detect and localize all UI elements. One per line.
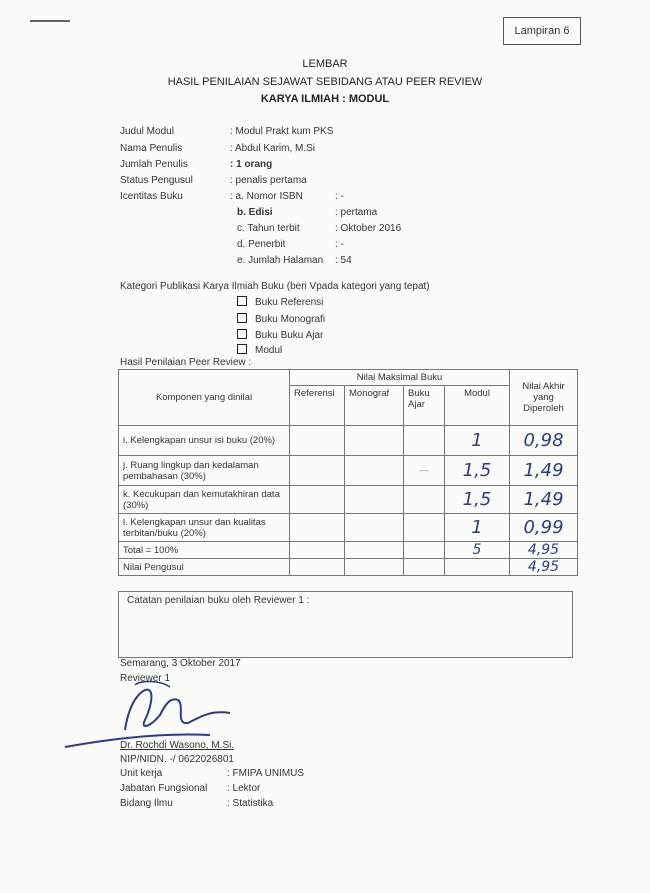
- catatan-label: Catatan penilaian buku oleh Reviewer 1 :: [127, 595, 310, 606]
- identitas-value: : Oktober 2016: [335, 223, 402, 234]
- info-value: : a. Nomor ISBN: [230, 191, 303, 202]
- sign-label: Unit kerja: [120, 768, 163, 779]
- sign-label: Bidang Ilmu: [120, 798, 173, 809]
- row-label: j. Ruang lingkup dan kedalaman pembahasan (30%): [119, 456, 290, 486]
- modul-value: 1: [445, 426, 510, 456]
- col-header: Modul: [445, 386, 510, 426]
- checkbox-icon: [237, 329, 247, 339]
- row-label: i. Kelengkapan unsur isi buku (20%): [119, 426, 290, 456]
- row-label: l. Kelengkapan unsur dan kualitas terbitan/buku (20%): [119, 514, 290, 542]
- row-label: k. Kecukupan dan kemutakhiran data (30%): [119, 486, 290, 514]
- row-label: Total = 100%: [119, 542, 290, 559]
- reviewer-nip: NIP/NIDN. -/ 0622026801: [120, 754, 234, 765]
- akhir-value: 1,49: [510, 456, 578, 486]
- isbn-value: : -: [335, 191, 344, 202]
- lampiran-box: Lampiran 6: [503, 17, 581, 45]
- info-value: : penalis pertama: [230, 175, 307, 186]
- akhir-header: Nilai Akhir yang Diperoleh: [510, 370, 578, 426]
- modul-value: 1,5: [445, 456, 510, 486]
- kategori-option: Buku Monografi: [237, 313, 325, 325]
- hasil-title: Hasil Penilaian Peer Review :: [120, 357, 252, 368]
- akhir-value: 4,95: [510, 542, 578, 559]
- header-line2: HASIL PENILAIAN SEJAWAT SEBIDANG ATAU PEER REVIEW: [167, 76, 483, 88]
- scan-mark: [30, 20, 70, 22]
- checkbox-icon: [237, 313, 247, 323]
- col-header: Referensi: [290, 386, 345, 426]
- kategori-option: Buku Buku Ajar: [237, 329, 323, 341]
- reviewer-role: Reviewer 1: [120, 673, 171, 684]
- info-value: : 1 orang: [230, 159, 273, 170]
- akhir-value: 0,99: [510, 514, 578, 542]
- sign-value: : Statistika: [227, 798, 274, 809]
- kategori-option: Modul: [237, 344, 282, 356]
- info-label: Icentitas Buku: [120, 191, 183, 202]
- kategori-option: Buku Referensi: [237, 296, 323, 308]
- col-header: Buku Ajar: [404, 386, 445, 426]
- place-date: Semarang, 3 Oktober 2017: [120, 658, 241, 669]
- identitas-label: c. Tahun terbit: [237, 223, 300, 234]
- identitas-label: d. Penerbit: [237, 239, 286, 250]
- kategori-title: Kategori Publikasi Karya Ilmiah Buku (beri Vpada kategori yang tepat): [120, 281, 430, 292]
- info-label: Nama Penulis: [120, 143, 183, 154]
- info-value: : Abdul Karim, M.Si: [230, 143, 316, 154]
- modul-value: 5: [445, 542, 510, 559]
- nilai-header: Nilai Maksimal Buku: [290, 370, 510, 386]
- identitas-value: : 54: [335, 255, 352, 266]
- checkbox-icon: [237, 296, 247, 306]
- row-label: Nilai Pengusul: [119, 559, 290, 576]
- akhir-value: 4,95: [510, 559, 578, 576]
- checkbox-icon: [237, 344, 247, 354]
- identitas-label: b. Edisi: [237, 207, 273, 218]
- akhir-value: 1,49: [510, 486, 578, 514]
- col-header: Monograf: [345, 386, 404, 426]
- identitas-value: : -: [335, 239, 344, 250]
- buku-ajar-value: —: [404, 456, 445, 486]
- catatan-box: [118, 591, 573, 658]
- komponen-header: Komponen yang dinilai: [119, 370, 290, 426]
- akhir-value: 0,98: [510, 426, 578, 456]
- header-line3: KARYA ILMIAH : MODUL: [260, 93, 390, 105]
- info-label: Jumlah Penulis: [120, 159, 188, 170]
- sign-label: Jabatan Fungsional: [120, 783, 208, 794]
- modul-value: 1,5: [445, 486, 510, 514]
- info-value: : Modul Prakt kum PKS: [230, 126, 334, 137]
- identitas-value: : pertama: [335, 207, 378, 218]
- identitas-label: e. Jumlah Halaman: [237, 255, 324, 266]
- modul-value: 1: [445, 514, 510, 542]
- sign-value: : Lektor: [227, 783, 261, 794]
- review-table: [118, 369, 578, 576]
- sign-value: : FMIPA UNIMUS: [227, 768, 305, 779]
- reviewer-name: Dr. Rochdi Wasono, M.Si.: [120, 740, 235, 751]
- info-label: Status Pengusul: [120, 175, 193, 186]
- info-label: Judul Modul: [120, 126, 174, 137]
- header-line1: LEMBAR: [302, 58, 348, 70]
